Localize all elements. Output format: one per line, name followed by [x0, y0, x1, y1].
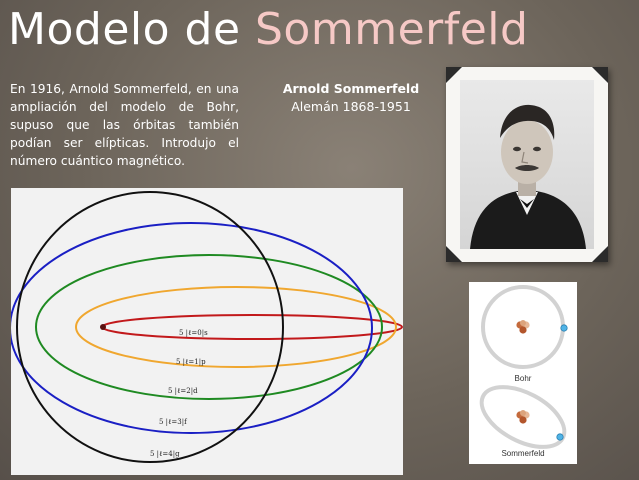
- title-accent: Sommerfeld: [255, 4, 529, 55]
- orbit-label-p: 5 |ℓ=1|p: [176, 358, 206, 366]
- comparison-svg: [469, 282, 577, 464]
- orbit-label-d: 5 |ℓ=2|d: [168, 387, 198, 395]
- orbit-p: [76, 287, 396, 367]
- orbit-label-s: 5 |ℓ=0|s: [179, 329, 208, 337]
- bohr-electron: [561, 325, 567, 331]
- sommerfeld-label: Sommerfeld: [501, 449, 545, 458]
- sommerfeld-electron: [557, 434, 563, 440]
- portrait-illustration: [460, 80, 594, 249]
- slide-title: [8, 4, 528, 55]
- orbit-g: [17, 192, 283, 462]
- portrait-info: Alemán 1868-1951: [291, 99, 411, 114]
- title-main: Modelo de: [8, 4, 255, 55]
- sommerfeld-nucleus: [516, 410, 529, 424]
- frame-corner: [592, 246, 608, 262]
- portrait-name: Arnold Sommerfeld: [282, 81, 420, 96]
- bohr-sommerfeld-comparison: [469, 282, 577, 464]
- portrait-frame: [446, 67, 608, 262]
- portrait-photo: [460, 80, 594, 249]
- orbit-label-f: 5 |ℓ=3|f: [159, 418, 187, 426]
- bohr-nucleus: [516, 320, 529, 334]
- intro-paragraph: En 1916, Arnold Sommerfeld, en una ampliación del modelo de Bohr, supuso que las órbitas también podían ser elípticas. Introdujo el número cuántico magnético.: [10, 82, 239, 168]
- portrait-caption: [276, 80, 426, 116]
- nucleus: [100, 324, 106, 330]
- bohr-label: Bohr: [514, 374, 532, 383]
- orbit-d: [36, 255, 382, 399]
- orbit-label-g: 5 |ℓ=4|g: [150, 450, 180, 458]
- frame-corner: [592, 67, 608, 83]
- orbit-diagram-svg: [11, 188, 403, 475]
- orbit-s: [102, 315, 402, 339]
- orbit-diagram: [11, 188, 403, 475]
